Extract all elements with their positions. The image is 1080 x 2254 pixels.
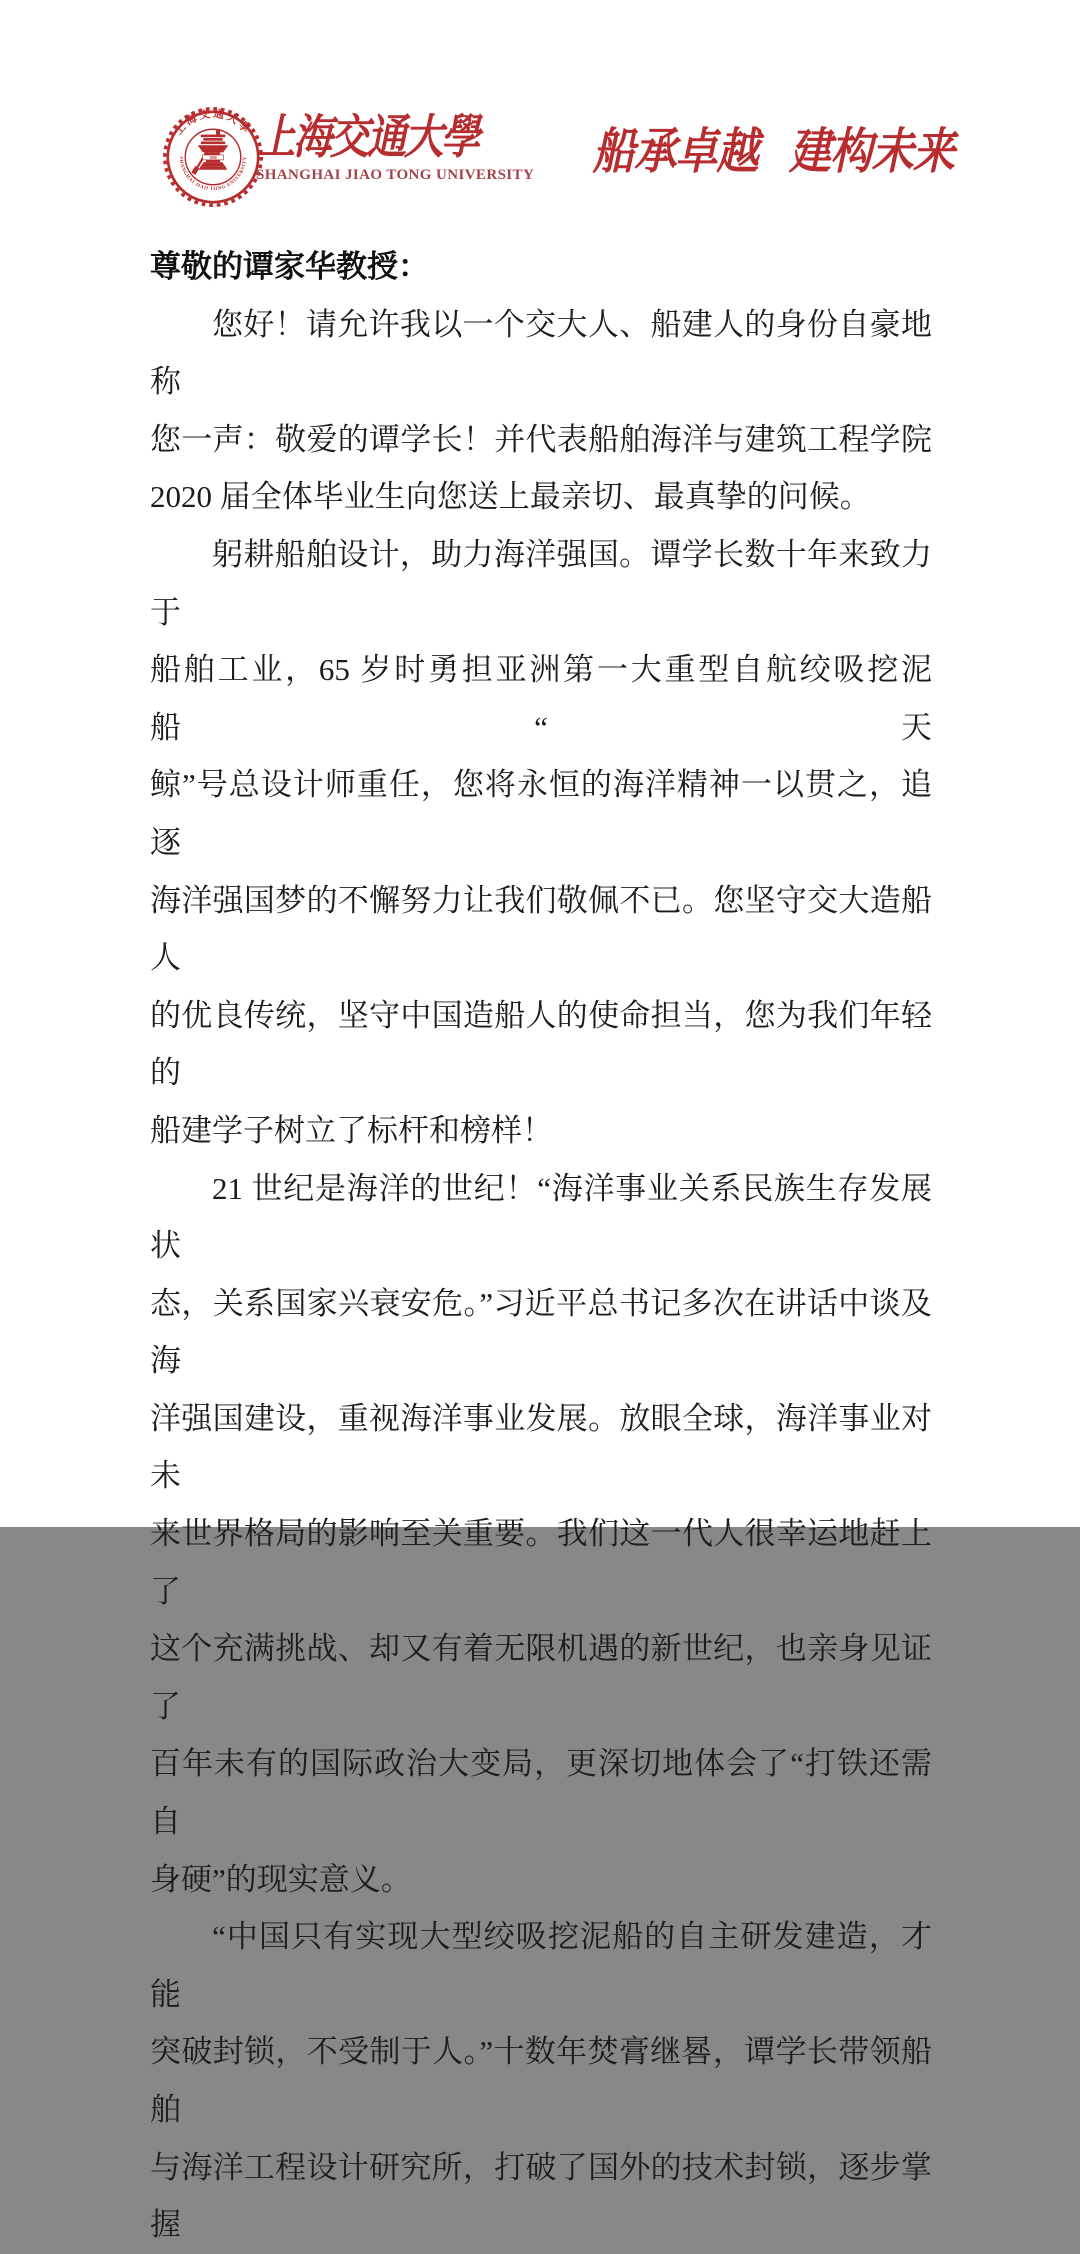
seal-banner-year: 1896 [209,155,217,160]
university-name-chinese: 上海交通大學 [256,110,478,165]
letter-line: 的优良传统，坚守中国造船人的使命担当，您为我们年轻的 [150,997,932,1091]
letter-line: 这个充满挑战、却又有着无限机遇的新世纪，也亲身见证了 [150,1631,932,1724]
letter-line: 身硬”的现实意义。 [150,1861,412,1897]
letter-line: 您一声：敬爱的谭学长！并代表船舶海洋与建筑工程学院 [150,421,932,457]
letter-line: 21 世纪是海洋的世纪！“海洋事业关系民族生存发展状 [150,1170,932,1264]
letter-line: 鲸”号总设计师重任，您将永恒的海洋精神一以贯之，追逐 [150,767,932,860]
letter-line: 您好！请允许我以一个交大人、船建人的身份自豪地称 [150,306,932,400]
letter-salutation: 尊敬的谭家华教授： [150,249,429,284]
letter-line: 态，关系国家兴衰安危。”习近平总书记多次在讲话中谈及海 [150,1285,932,1379]
letter-body [150,238,932,2254]
letter-line: 百年未有的国际政治大变局，更深切地体会了“打铁还需自 [150,1746,932,1840]
letter-line: 船舶工业，65 岁时勇担亚洲第一大重型自航绞吸挖泥船“天 [150,652,932,745]
university-name-english: SHANGHAI JIAO TONG UNIVERSITY [256,166,535,183]
letter-line: 躬耕船舶设计，助力海洋强国。谭学长数十年来致力于 [150,536,932,630]
letter-paragraphs [150,296,932,2254]
calligraphy-slogan: 船承卓越 建构未来 [592,122,954,180]
letter-line: “中国只有实现大型绞吸挖泥船的自主研发建造，才能 [150,1919,932,2012]
letter-line: 2020 届全体毕业生向您送上最亲切、最真挚的问候。 [150,479,871,515]
letter-line: 与海洋工程设计研究所，打破了国外的技术封锁，逐步掌握 [150,2149,932,2243]
letter-line: 来世界格局的影响至关重要。我们这一代人很幸运地赶上了 [150,1516,932,1609]
seal-top-text: 上海交通大學 [171,106,255,138]
letter-line: 船建学子树立了标杆和榜样！ [150,1112,553,1148]
sjtu-seal-icon [162,106,264,208]
seal-bottom-text: SHANGHAI JIAO TONG UNIVERSITY [177,156,249,193]
logo-wordmark [256,106,534,184]
anvil-emblem-icon [191,130,228,175]
letter-line: 洋强国建设，重视海洋事业发展。放眼全球，海洋事业对未 [150,1400,932,1494]
letter-line: 海洋强国梦的不懈努力让我们敬佩不已。您坚守交大造船人 [150,882,932,976]
sjtu-logo [162,106,534,208]
letter-line: 突破封锁，不受制于人。”十数年焚膏继晷，谭学长带领船舶 [150,2034,932,2127]
